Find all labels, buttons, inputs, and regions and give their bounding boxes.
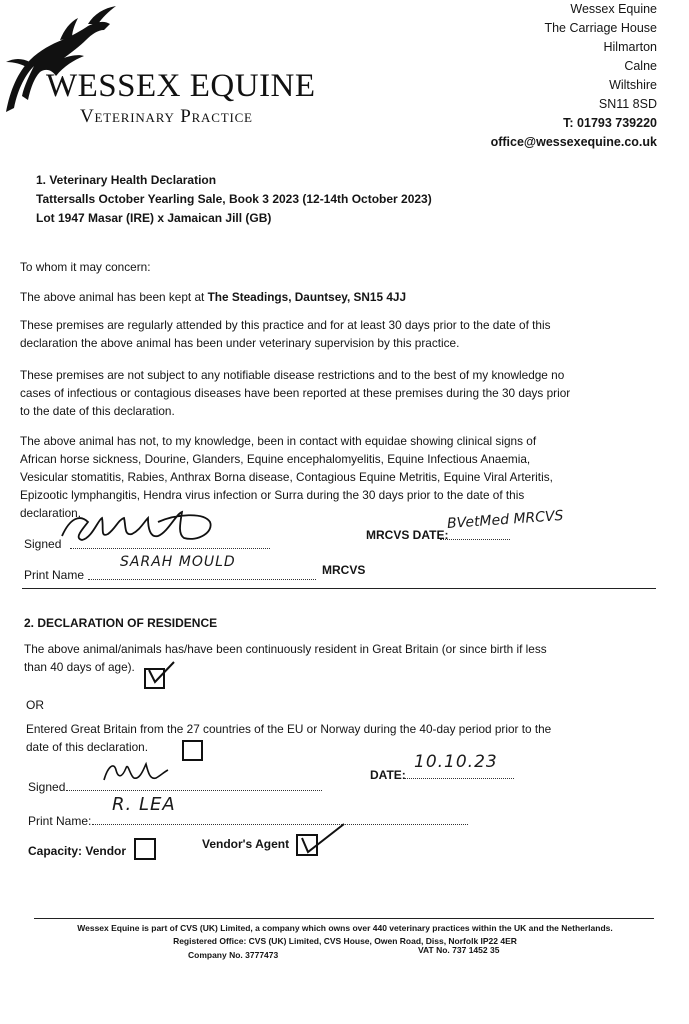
residence-date-label: DATE: [370,768,406,782]
kept-at-line [20,288,575,306]
email-address: office@wessexequine.co.uk [490,135,657,149]
entered-gb-checkbox[interactable] [182,740,203,761]
address-line: The Carriage House [544,21,657,35]
capacity-vendor-label: Capacity: Vendor [28,844,127,858]
check-mark-icon [298,820,348,856]
address-line: SN11 8SD [598,97,657,111]
vat-number: VAT No. 737 1452 35 [418,945,500,955]
mrcvs-date-label: MRCVS DATE: [366,528,449,542]
residence-signed-label: Signed [28,780,66,794]
brand-name: WESSEX EQUINE [46,68,316,104]
print-name-value: SARAH MOULD [120,554,236,570]
footer-divider [34,918,654,919]
paragraph-no-restrictions: These premises are not subject to any notifiable disease restrictions and to the best of my knowledge no cases of infectious or contagious diseases have been reported at these premises during the 30 days prior to the date of this declaration. [20,368,571,418]
print-name-label: Print Name [24,568,85,582]
or-label: OR [26,698,44,712]
paragraph-no-contact: The above animal has not, to my knowledge, been in contact with equidae showing clinical signs of African horse sickness, Dourine, Glanders, Equine encephalomyelitis, Equine Infectious Anaemia, Vesicular stomatitis, Rabies, Anthrax Borna disease, Contagious Equine Metritis, Equine Viral Arteritis, Epizootic lymphangitis, Hendra virus infection or Surra during the 30 days prior to the date of this declaration. [20,434,553,520]
address-line: Wessex Equine [570,2,657,16]
vendors-agent-label: Vendor's Agent [202,837,290,851]
header-line-1: 1. Veterinary Health Declaration [36,173,217,187]
company-number: Company No. 3777473 [188,950,279,960]
residence-option-2: Entered Great Britain from the 27 countries of the EU or Norway during the 40-day period prior to the date of this declaration. [26,722,552,754]
residence-print-name-label: Print Name: [28,814,92,828]
vet-signature [58,508,218,548]
declaration-header [36,171,432,228]
footer-line-2: Registered Office: CVS (UK) Limited, CVS House, Owen Road, Diss, Norfolk IP22 4ER [173,936,517,946]
paragraph-supervision: These premises are regularly attended by this practice and for at least 30 days prior to the date of this declaration the above animal has been under veterinary supervision by this practice. [20,318,551,350]
residence-title: 2. DECLARATION OF RESIDENCE [24,616,218,630]
residence-print-name-value: R. LEA [112,794,176,815]
kept-at-place: The Steadings, Dauntsey, SN15 4JJ [207,290,407,304]
address-block [491,0,657,152]
brand-subtitle: Veterinary Practice [80,106,253,127]
residence-date-value: 10.10.23 [414,752,498,772]
section-divider [22,588,656,589]
address-line: Wiltshire [609,78,657,92]
vendor-checkbox[interactable] [134,838,156,860]
address-line: Hilmarton [603,40,657,54]
header-line-3: Lot 1947 Masar (IRE) x Jamaican Jill (GB) [36,211,272,225]
check-mark-icon [146,660,178,686]
kept-at-prefix: The above animal has been kept at [20,290,208,304]
header-line-2: Tattersalls October Yearling Sale, Book 3 2023 (12-14th October 2023) [36,192,432,206]
residence-option-1: The above animal/animals has/have been continuously resident in Great Britain (or since birth if less than 40 days of age). [24,642,547,674]
agent-signature [100,758,170,786]
signed-label: Signed [24,537,62,551]
footer-line-1: Wessex Equine is part of CVS (UK) Limited, a company which owns over 440 veterinary practices within the UK and the Netherlands. [77,923,613,933]
mrcvs-suffix: MRCVS [322,563,366,577]
salutation: To whom it may concern: [20,260,151,274]
phone-number: T: 01793 739220 [563,116,657,130]
address-line: Calne [624,59,657,73]
mrcvs-date-value: BVetMed MRCVS [446,507,564,533]
